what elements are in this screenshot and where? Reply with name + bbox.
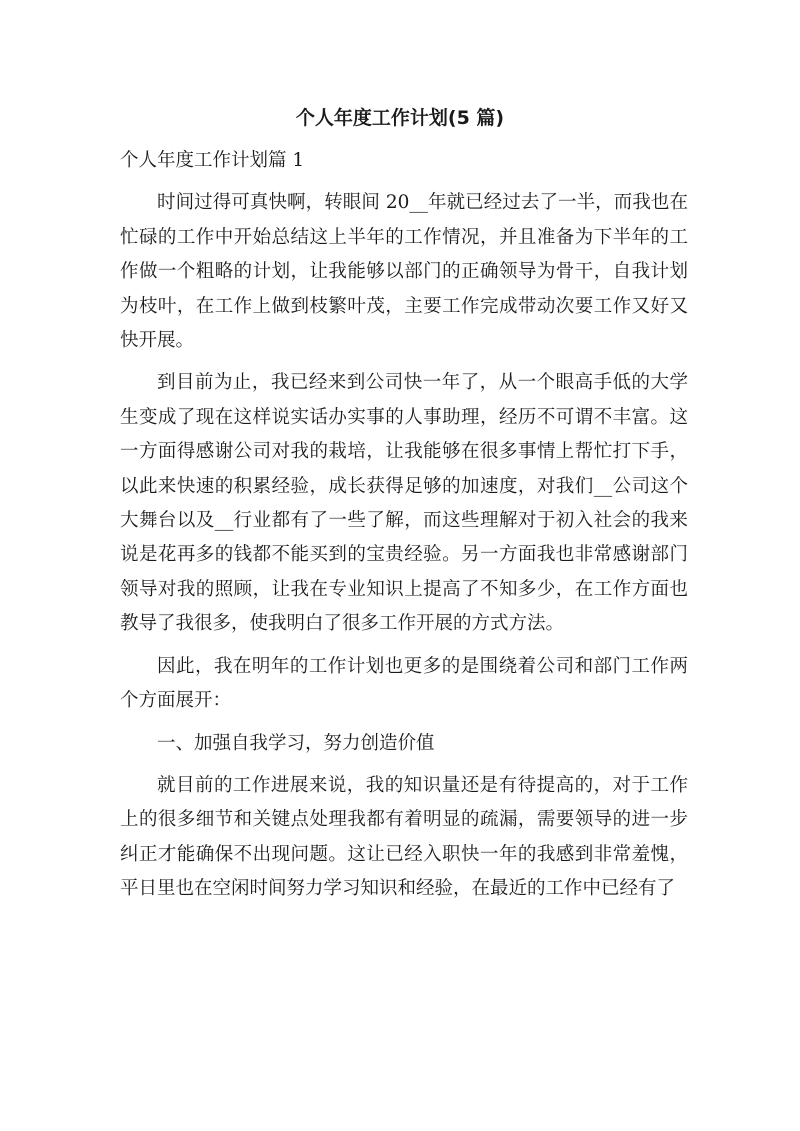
paragraph-intro: 时间过得可真快啊，转眼间 20__年就已经过去了一半，而我也在忙碌的工作中开始总结这上半年的工作情况，并且准备为下半年的工作做一个粗略的计划，让我能够以部门的正确领导为骨干，自我计划为枝叶，在工作上做到枝繁叶茂，主要工作完成带动次要工作又好又快开展。 bbox=[120, 192, 688, 352]
paragraph-self-study: 就目前的工作进展来说，我的知识量还是有待提高的，对于工作上的很多细节和关键点处理我都有着明显的疏漏，需要领导的进一步纠正才能确保不出现问题。这让已经入职快一年的我感到非常羞愧，平日里也在空闲时间努力学习知识和经验，在最近的工作中已经有了 bbox=[120, 774, 688, 900]
document-title: 个人年度工作计划(5 篇) bbox=[295, 107, 505, 129]
document-body bbox=[120, 144, 688, 907]
paragraph-experience: 到目前为止，我已经来到公司快一年了，从一个眼高手低的大学生变成了现在这样说实话办实事的人事助理，经历不可谓不丰富。这一方面得感谢公司对我的栽培，让我能够在很多事情上帮忙打下手，以此来快速的积累经验，成长获得足够的加速度，对我们__公司这个大舞台以及__行业都有了一些了解，而这些理解对于初入社会的我来说是花再多的钱都不能买到的宝贵经验。另一方面我也非常感谢部门领导对我的照顾，让我在专业知识上提高了不知多少，在工作方面也教导了我很多，使我明白了很多工作开展的方式方法。 bbox=[120, 372, 688, 635]
section-heading: 个人年度工作计划篇 1 bbox=[120, 150, 305, 171]
plan-item-heading: 一、加强自我学习，努力创造价值 bbox=[157, 732, 435, 754]
paragraph-plan-intro: 因此，我在明年的工作计划也更多的是围绕着公司和部门工作两个方面展开： bbox=[120, 655, 688, 712]
